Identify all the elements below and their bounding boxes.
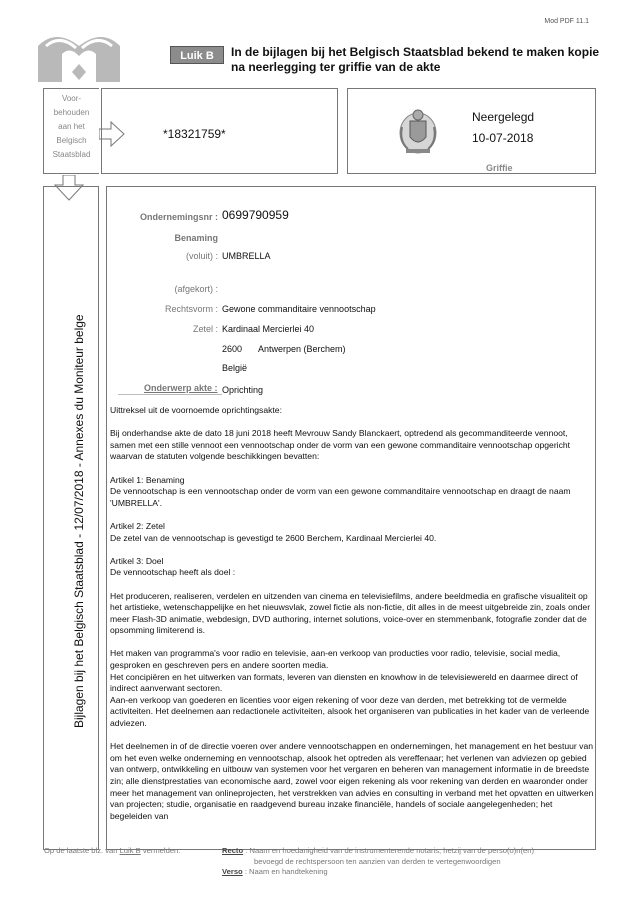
- rechtsvorm-label: Rechtsvorm :: [164, 304, 218, 314]
- footer-luik-link: Luik B: [119, 846, 141, 855]
- body-paragraph: Het maken van programma's voor radio en televisie, aan-en verkoop van producties voor radio, televisie, social media, gesproken en geschreven pers en andere soorten media. Het concipiëren en het uitwerken van formats, leveren van diensten en knowhow in de televisiewereld en daarmee direct of indirect aanverwant sectoren. Aan-en verkoop van goederen en licenties voor eigen rekening of voor deze van derden, met betrekking tot de vermelde activiteiten. Het deelnemen aan redactionele activiteiten, alsook het organiseren van publicaties in het kader van de verleende adviezen.: [110, 648, 590, 729]
- ondernemingsnr-value: 0699790959: [222, 208, 289, 222]
- griffie-label: Griffie: [486, 163, 513, 173]
- neergelegd-date: 10-07-2018: [472, 131, 534, 145]
- luik-badge: Luik B: [170, 46, 224, 64]
- afgekort-label: (afgekort) :: [174, 284, 218, 294]
- body-paragraph: Artikel 1: Benaming De vennootschap is een vennootschap onder de vorm van een gewone commanditaire vennootschap en draagt de naam 'UMBRELLA'.: [110, 474, 571, 508]
- ondernemingsnr-label: Ondernemingsnr :: [139, 212, 218, 222]
- body-paragraph: Uittreksel uit de voornoemde oprichtingsakte:: [110, 405, 282, 415]
- verso-text: : Naam en handtekening: [244, 867, 328, 876]
- staatsblad-logo-icon: [36, 24, 122, 84]
- reference-number: *18321759*: [163, 127, 226, 141]
- voorbehouden-line: behouden: [53, 108, 90, 117]
- body-paragraph: Bij onderhandse akte de dato 18 juni 2018 heeft Mevrouw Sandy Blanckaert, optredend als gecommanditeerde vennoot, samen met een stille vennoot een vennootschap onder de vorm van een gewone commanditaire vennootschap opgericht waarvan de statuten volgende beschikkingen bevatten:: [110, 428, 571, 462]
- neergelegd-label: Neergelegd: [472, 110, 535, 124]
- zetel-city: Antwerpen (Berchem): [258, 344, 346, 354]
- recto-text: : Naam en hoedanigheid van de instrumenterende notaris, hetzij van de perso(o)n(en): [245, 846, 534, 855]
- voorbehouden-line: Voor-: [61, 94, 82, 103]
- zetel-country: België: [222, 363, 248, 373]
- benaming-label: Benaming: [174, 233, 218, 243]
- footer-suffix: vermelden:: [142, 846, 181, 855]
- voluit-label: (voluit) :: [185, 251, 218, 261]
- act-body-text: [110, 405, 594, 822]
- recto-key: Recto: [222, 846, 244, 855]
- voorbehouden-line: Belgisch: [56, 136, 87, 145]
- zetel-label: Zetel :: [192, 324, 218, 334]
- footer-prefix: Op de laatste blz. van: [44, 846, 118, 855]
- page-title: In de bijlagen bij het Belgisch Staatsblad bekend te maken kopie na neerlegging ter griffie van de akte: [231, 45, 600, 74]
- zetel-street: Kardinaal Mercierlei 40: [222, 324, 315, 334]
- sidebar-box: [43, 186, 99, 850]
- voluit-value: UMBRELLA: [222, 251, 271, 261]
- onderwerp-divider: [118, 394, 222, 395]
- voorbehouden-box: [43, 88, 99, 174]
- body-paragraph: Artikel 3: Doel De vennootschap heeft als doel :: [110, 555, 236, 578]
- onderwerp-label: Onderwerp akte :: [144, 383, 218, 393]
- voorbehouden-line: aan het: [58, 122, 85, 131]
- sidebar-publication-text: Bijlagen bij het Belgisch Staatsblad - 12/07/2018 - Annexes du Moniteur belge: [72, 314, 86, 728]
- verso-key: Verso: [222, 867, 243, 876]
- recto-text-continued: bevoegd de rechtspersoon ten aanzien van derden te vertegenwoordigen: [254, 856, 501, 866]
- body-paragraph: Het produceren, realiseren, verdelen en uitzenden van cinema en televisiefilms, andere beeldmedia en grafische visualiteit op het artistieke, wetenschappelijke en het nieuwsvlak, zowel fictie als non-fictie, dit alles in de meest uitgebreide zin, zoals onder meer Flash-3D animatie, webdesign, DVD authoring, internet solutions, voice-over en stemmenbank, fotografie zonder dat de opsomming limiterend is.: [110, 590, 591, 636]
- belgian-coat-of-arms-icon: [396, 107, 440, 157]
- onderwerp-value: Oprichting: [222, 385, 264, 395]
- body-paragraph: Het deelnemen in of de directie voeren over andere vennootschappen en ondernemingen, het management en het bestuur van om het even welke onderneming en vennootschap, alsook het optreden als vereffenaar; het verlenen van adviezen op gebied van ontwerp, ontwikkeling en uitbouw van systemen voor het vergaren en beheren van management informatie in de breedste zin; alle dienstprestaties van economische aard, zowel voor eigen rekening als voor rekening van derden en waaronder onder meer het management van onlineprojecten, het verstrekken van advies en consulting in verband met het opvatten en uitwerken van projecten; studie, organisatie en raadgevend bureau inzake financiële, handels of sociale aangelegenheden; het begeleiden van: [110, 741, 594, 821]
- voorbehouden-line: Staatsblad: [52, 150, 91, 159]
- footer-instruction: [44, 846, 180, 855]
- footer-recto-verso: [222, 846, 534, 878]
- zetel-postcode: 2600: [222, 344, 243, 354]
- form-model-label: Mod PDF 11.1: [544, 18, 589, 25]
- rechtsvorm-value: Gewone commanditaire vennootschap: [222, 304, 376, 314]
- body-paragraph: Artikel 2: Zetel De zetel van de vennootschap is gevestigd te 2600 Berchem, Kardinaal Mercierlei 40.: [110, 520, 437, 543]
